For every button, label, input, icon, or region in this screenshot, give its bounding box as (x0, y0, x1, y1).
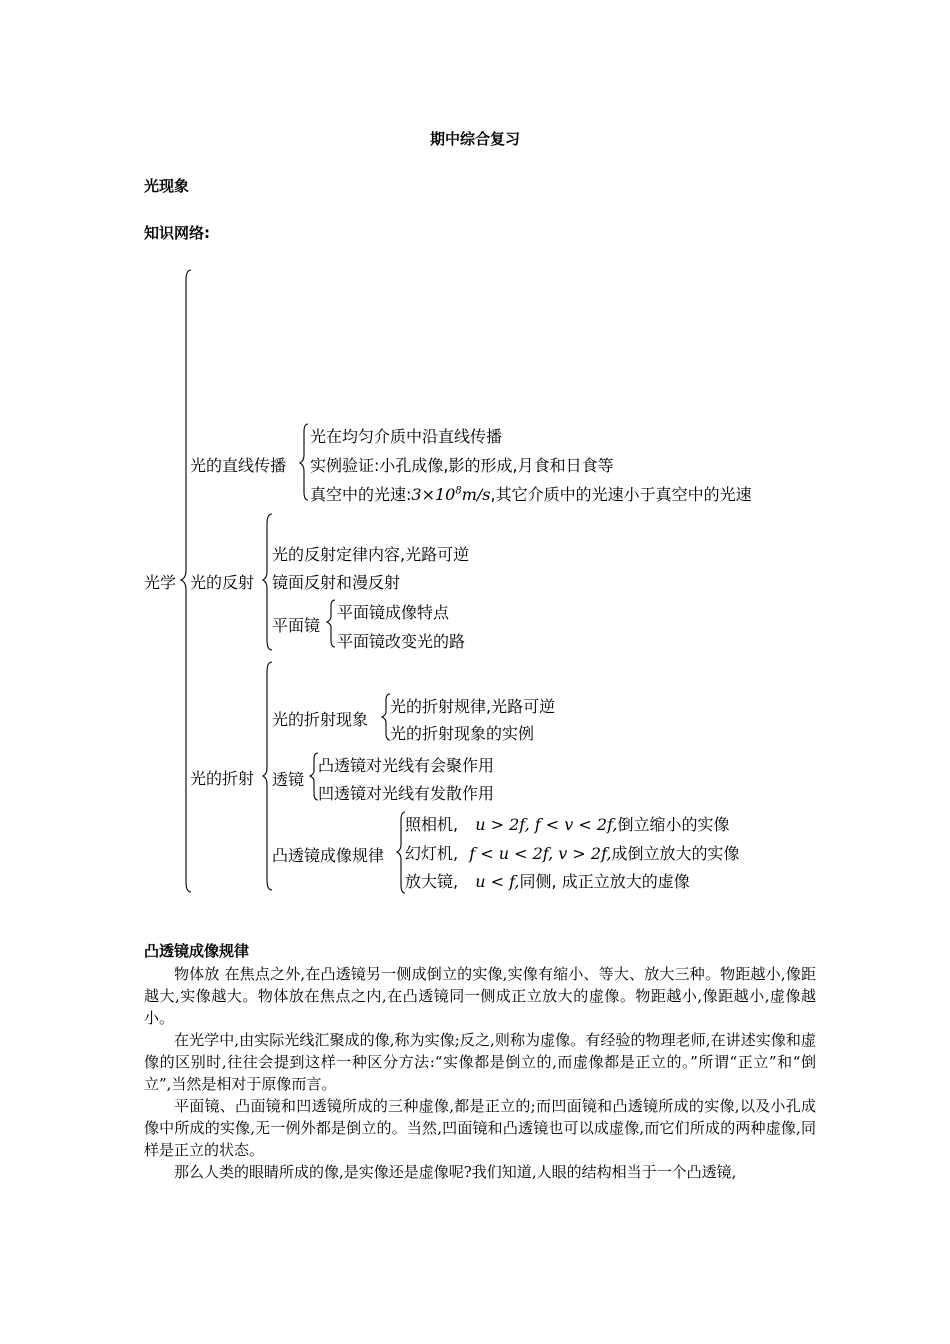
speed-value: 3×10 (411, 485, 456, 504)
reflection-item: 光的反射定律内容,光路可逆 (272, 545, 470, 564)
article-body (144, 963, 816, 1183)
rule-result: 同侧, 成正立放大的虚像 (519, 872, 690, 891)
page-title: 期中综合复习 (429, 130, 520, 148)
speed-exponent: 8 (455, 485, 462, 497)
plane-item: 平面镜成像特点 (337, 603, 450, 622)
lens-label: 透镜 (272, 770, 305, 789)
rule-formula: f < u < 2f, v > 2f, (469, 844, 612, 863)
brace-phenomenon (382, 694, 390, 740)
speed-unit: m/s (461, 485, 491, 504)
tree-root-label: 光学 (144, 573, 177, 592)
brace-straight (300, 424, 308, 500)
brace-refraction (263, 662, 272, 890)
reflection-item: 镜面反射和漫反射 (272, 573, 401, 592)
phenomenon-label: 光的折射现象 (272, 710, 369, 729)
rule-projector (405, 841, 740, 864)
lens-item: 凸透镜对光线有会聚作用 (318, 756, 495, 775)
rule-camera (405, 812, 730, 835)
lens-item: 凹透镜对光线有发散作用 (318, 784, 495, 803)
plane-label: 平面镜 (272, 616, 321, 635)
straight-item: 实例验证:小孔成像,影的形成,月食和日食等 (310, 456, 614, 475)
rule-name: 放大镜, (405, 872, 459, 891)
rule-result: 成倒立放大的实像 (611, 844, 740, 863)
rule-formula: u < f, (475, 872, 520, 891)
subsection-heading: 知识网络: (144, 224, 210, 242)
rule-name: 照相机, (405, 815, 459, 834)
brace-rules (397, 812, 405, 893)
brace-lens (310, 753, 318, 800)
rule-formula: u > 2f, f < v < 2f, (475, 815, 618, 834)
reflection-label: 光的反射 (190, 573, 255, 592)
speed-prefix: 真空中的光速: (310, 485, 412, 504)
straight-item-speed (310, 482, 752, 505)
rule-result: 倒立缩小的实像 (617, 815, 730, 834)
brace-plane (327, 600, 335, 647)
section-heading: 光现象 (144, 177, 190, 195)
article-paragraph: 那么人类的眼睛所成的像,是实像还是虚像呢?我们知道,人眼的结构相当于一个凸透镜, (174, 1163, 737, 1181)
article-paragraph: 物体放 在焦点之外,在凸透镜另一侧成倒立的实像,实像有缩小、等大、放大三种。物距越小,像距越大,实像越大。物体放在焦点之内,在凸透镜同一侧成正立放大的虚像。物距越小,像距越小,虚像越小。 (144, 965, 816, 1027)
refraction-label: 光的折射 (190, 769, 255, 788)
rules-label: 凸透镜成像规律 (272, 846, 385, 865)
phenomenon-item: 光的折射现象的实例 (390, 724, 535, 743)
speed-suffix: ,其它介质中的光速小于真空中的光速 (490, 485, 752, 504)
article-paragraph: 平面镜、凸面镜和凹透镜所成的三种虚像,都是正立的;而凹面镜和凸透镜所成的实像,以及小孔成像中所成的实像,无一例外都是倒立的。当然,凹面镜和凸透镜也可以成虚像,而它们所成的两种虚像,同样是正立的状态。 (144, 1097, 816, 1159)
rule-name: 幻灯机, (405, 844, 459, 863)
straight-item: 光在均匀介质中沿直线传播 (310, 427, 503, 446)
brace-reflection (263, 514, 272, 650)
article-heading: 凸透镜成像规律 (144, 942, 250, 960)
phenomenon-item: 光的折射规律,光路可逆 (390, 697, 556, 716)
rule-magnifier (405, 869, 690, 892)
article-paragraph: 在光学中,由实际光线汇聚成的像,称为实像;反之,则称为虚像。有经验的物理老师,在讲述实像和虚像的区别时,往往会提到这样一种区分方法:“实像都是倒立的,而虚像都是正立的。”所谓“正立”和“倒立”,当然是相对于原像而言。 (144, 1031, 816, 1093)
straight-label: 光的直线传播 (190, 456, 287, 475)
plane-item: 平面镜改变光的路 (337, 632, 466, 651)
